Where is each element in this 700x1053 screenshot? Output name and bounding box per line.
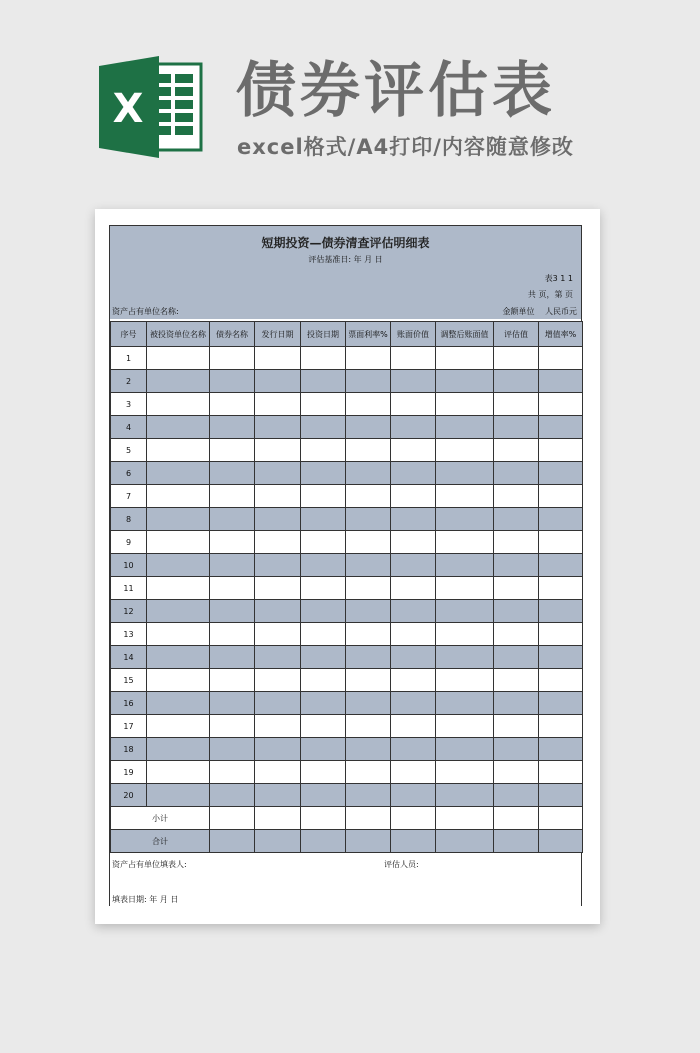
currency-value: 人民币元 [545,307,577,316]
table-cell[interactable] [301,715,346,738]
table-cell[interactable] [255,669,301,692]
table-cell[interactable] [436,692,494,715]
table-cell[interactable] [255,646,301,669]
row-number: 8 [111,508,147,531]
table-cell[interactable] [436,715,494,738]
banner [0,0,700,200]
table-cell[interactable] [436,485,494,508]
table-cell[interactable] [436,370,494,393]
table-cell[interactable] [147,646,210,669]
table-cell[interactable] [210,347,255,370]
table-cell[interactable] [539,784,583,807]
table-cell[interactable] [301,439,346,462]
table-cell[interactable] [255,416,301,439]
table-cell[interactable] [436,508,494,531]
table-cell[interactable] [391,669,436,692]
table-cell[interactable] [346,485,391,508]
table-row [111,531,583,554]
table-cell[interactable] [494,692,539,715]
table-cell[interactable] [346,738,391,761]
table-cell[interactable] [494,761,539,784]
table-cell[interactable] [346,669,391,692]
table-cell[interactable] [391,439,436,462]
table-cell[interactable] [255,577,301,600]
table-cell[interactable] [255,692,301,715]
table-cell[interactable] [147,554,210,577]
table-cell[interactable] [494,784,539,807]
table-cell[interactable] [494,393,539,416]
table-cell[interactable] [494,830,539,853]
table-cell[interactable] [147,347,210,370]
table-cell[interactable] [539,531,583,554]
table-row [111,623,583,646]
table-cell[interactable] [346,600,391,623]
header-row [111,322,583,347]
table-cell[interactable] [301,669,346,692]
table-cell[interactable] [301,485,346,508]
table-cell[interactable] [301,554,346,577]
table-cell[interactable] [346,830,391,853]
table-cell[interactable] [494,485,539,508]
table-cell[interactable] [147,439,210,462]
table-cell[interactable] [391,508,436,531]
table-cell[interactable] [147,462,210,485]
table-cell[interactable] [391,577,436,600]
table-cell[interactable] [494,531,539,554]
table-cell[interactable] [255,439,301,462]
total-row-label: 合计 [111,830,210,853]
table-cell[interactable] [147,623,210,646]
column-header: 增值率% [539,322,583,347]
table-cell[interactable] [147,531,210,554]
table-cell[interactable] [147,715,210,738]
table-cell[interactable] [147,600,210,623]
unit-name-label: 资产占有单位名称: [112,307,179,316]
table-cell[interactable] [391,370,436,393]
table-cell[interactable] [210,623,255,646]
table-cell[interactable] [255,393,301,416]
table-cell[interactable] [391,531,436,554]
table-cell[interactable] [147,485,210,508]
row-number: 2 [111,370,147,393]
table-cell[interactable] [301,347,346,370]
table-cell[interactable] [346,761,391,784]
table-cell[interactable] [391,715,436,738]
currency-unit [494,306,577,317]
table-cell[interactable] [391,807,436,830]
table-cell[interactable] [301,646,346,669]
table-cell[interactable] [539,807,583,830]
table-row [111,393,583,416]
table-cell[interactable] [210,370,255,393]
row-number: 1 [111,347,147,370]
column-header: 调整后账面值 [436,322,494,347]
table-cell[interactable] [539,577,583,600]
table-cell[interactable] [436,416,494,439]
table-cell[interactable] [255,830,301,853]
sheet-header [110,226,581,319]
table-cell[interactable] [255,485,301,508]
table-cell[interactable] [210,508,255,531]
table-cell[interactable] [539,370,583,393]
table-cell[interactable] [147,393,210,416]
table-cell[interactable] [346,531,391,554]
table-cell[interactable] [539,416,583,439]
table-cell[interactable] [210,462,255,485]
table-row [111,508,583,531]
column-header: 发行日期 [255,322,301,347]
table-cell[interactable] [346,416,391,439]
table-cell[interactable] [301,416,346,439]
table-cell[interactable] [255,623,301,646]
table-cell[interactable] [301,784,346,807]
table-cell[interactable] [147,416,210,439]
table-cell[interactable] [346,623,391,646]
table-cell[interactable] [255,347,301,370]
table-cell[interactable] [210,807,255,830]
table-row [111,439,583,462]
row-number: 9 [111,531,147,554]
table-cell[interactable] [391,347,436,370]
table-cell[interactable] [436,761,494,784]
row-number: 13 [111,623,147,646]
row-number: 18 [111,738,147,761]
row-number: 14 [111,646,147,669]
table-cell[interactable] [539,462,583,485]
table-row [111,600,583,623]
table-cell[interactable] [539,393,583,416]
table-cell[interactable] [494,554,539,577]
table-cell[interactable] [391,761,436,784]
table-cell[interactable] [539,623,583,646]
table-cell[interactable] [346,508,391,531]
table-cell[interactable] [255,761,301,784]
table-cell[interactable] [147,761,210,784]
table-cell[interactable] [147,692,210,715]
table-cell[interactable] [391,646,436,669]
bond-table [110,321,583,853]
table-cell[interactable] [301,577,346,600]
table-cell[interactable] [147,577,210,600]
table-row [111,462,583,485]
table-cell[interactable] [346,347,391,370]
table-cell[interactable] [346,554,391,577]
table-row [111,761,583,784]
table-row [111,416,583,439]
excel-icon [99,56,207,158]
column-header: 账面价值 [391,322,436,347]
excel-letter: X [112,86,144,132]
row-number: 16 [111,692,147,715]
table-cell[interactable] [494,600,539,623]
table-cell[interactable] [391,416,436,439]
table-cell[interactable] [539,738,583,761]
table-cell[interactable] [494,646,539,669]
row-number: 6 [111,462,147,485]
page-title: 债券评估表 [236,56,556,126]
table-row [111,554,583,577]
table-cell[interactable] [391,600,436,623]
table-cell[interactable] [539,646,583,669]
table-cell[interactable] [147,508,210,531]
table-cell[interactable] [255,554,301,577]
row-number: 7 [111,485,147,508]
table-cell[interactable] [301,692,346,715]
table-cell[interactable] [539,830,583,853]
table-row [111,646,583,669]
table-cell[interactable] [539,439,583,462]
table-cell[interactable] [494,669,539,692]
subtotal-row [111,807,583,830]
table-cell[interactable] [346,393,391,416]
table-cell[interactable] [436,784,494,807]
table-cell[interactable] [539,554,583,577]
table-cell[interactable] [301,531,346,554]
sheet-title: 短期投资—债券清查评估明细表 [261,236,430,250]
table-cell[interactable] [301,623,346,646]
subtotal-row-label: 小计 [111,807,210,830]
table-cell[interactable] [210,600,255,623]
table-cell[interactable] [210,439,255,462]
table-row [111,485,583,508]
page-subtitle: excel格式/A4打印/内容随意修改 [237,135,574,159]
table-cell[interactable] [436,462,494,485]
row-number: 4 [111,416,147,439]
table-row [111,577,583,600]
table-cell[interactable] [147,784,210,807]
table-cell[interactable] [210,485,255,508]
row-number: 3 [111,393,147,416]
table-cell[interactable] [494,462,539,485]
table-cell[interactable] [494,577,539,600]
column-header: 债券名称 [210,322,255,347]
table-cell[interactable] [391,485,436,508]
table-cell[interactable] [255,600,301,623]
table-cell[interactable] [539,715,583,738]
table-cell[interactable] [255,462,301,485]
table-number: 表3 1 1 [544,274,573,283]
column-header: 票面利率% [346,322,391,347]
table-cell[interactable] [210,830,255,853]
column-header: 评估值 [494,322,539,347]
table-cell[interactable] [494,347,539,370]
table-row [111,784,583,807]
table-cell[interactable] [147,738,210,761]
table-cell[interactable] [210,416,255,439]
table-cell[interactable] [210,784,255,807]
table-cell[interactable] [210,531,255,554]
table-cell[interactable] [255,370,301,393]
table-cell[interactable] [391,462,436,485]
row-number: 5 [111,439,147,462]
table-cell[interactable] [255,784,301,807]
table-cell[interactable] [539,669,583,692]
table-cell[interactable] [539,485,583,508]
table-cell[interactable] [436,646,494,669]
currency-label: 金额单位 [502,307,535,316]
table-cell[interactable] [301,462,346,485]
table-cell[interactable] [301,738,346,761]
table-cell[interactable] [346,784,391,807]
table-cell[interactable] [255,738,301,761]
total-row [111,830,583,853]
spreadsheet [109,225,582,906]
table-cell[interactable] [301,600,346,623]
column-header: 被投资单位名称 [147,322,210,347]
row-number: 20 [111,784,147,807]
table-cell[interactable] [436,577,494,600]
table-cell[interactable] [436,830,494,853]
table-cell[interactable] [391,738,436,761]
table-row [111,692,583,715]
table-cell[interactable] [301,761,346,784]
table-cell[interactable] [391,554,436,577]
table-cell[interactable] [346,370,391,393]
row-number: 11 [111,577,147,600]
table-cell[interactable] [255,508,301,531]
table-cell[interactable] [346,715,391,738]
table-cell[interactable] [494,715,539,738]
table-cell[interactable] [539,347,583,370]
table-cell[interactable] [539,761,583,784]
table-cell[interactable] [210,393,255,416]
table-cell[interactable] [391,393,436,416]
table-cell[interactable] [494,738,539,761]
table-cell[interactable] [301,393,346,416]
preparer-label: 资产占有单位填表人: [112,860,187,869]
table-cell[interactable] [346,439,391,462]
table-cell[interactable] [539,508,583,531]
table-cell[interactable] [346,692,391,715]
table-cell[interactable] [539,692,583,715]
table-cell[interactable] [210,692,255,715]
page-number: 共 页，第 页 [527,290,573,299]
table-cell[interactable] [494,807,539,830]
table-row [111,669,583,692]
table-cell[interactable] [210,669,255,692]
table-cell[interactable] [210,554,255,577]
table-cell[interactable] [436,393,494,416]
column-header: 序号 [111,322,147,347]
fill-date-label: 填表日期: 年 月 日 [112,895,179,904]
table-cell[interactable] [436,600,494,623]
table-cell[interactable] [301,370,346,393]
table-cell[interactable] [436,807,494,830]
table-row [111,347,583,370]
table-cell[interactable] [301,830,346,853]
table-cell[interactable] [391,830,436,853]
row-number: 10 [111,554,147,577]
row-number: 19 [111,761,147,784]
table-cell[interactable] [346,807,391,830]
table-row [111,715,583,738]
eval-date: 评估基准日: 年 月 日 [308,255,383,264]
table-cell[interactable] [255,531,301,554]
table-cell[interactable] [147,370,210,393]
table-cell[interactable] [346,462,391,485]
table-cell[interactable] [391,623,436,646]
table-cell[interactable] [210,738,255,761]
table-row [111,738,583,761]
table-cell[interactable] [494,439,539,462]
table-cell[interactable] [436,554,494,577]
table-cell[interactable] [346,646,391,669]
table-cell[interactable] [210,715,255,738]
table-cell[interactable] [301,508,346,531]
table-cell[interactable] [436,669,494,692]
table-cell[interactable] [436,738,494,761]
table-cell[interactable] [301,807,346,830]
table-cell[interactable] [539,600,583,623]
table-cell[interactable] [494,416,539,439]
column-header: 投资日期 [301,322,346,347]
table-cell[interactable] [436,439,494,462]
table-cell[interactable] [147,669,210,692]
sheet-footer [110,856,581,906]
row-number: 17 [111,715,147,738]
table-cell[interactable] [494,623,539,646]
table-cell[interactable] [346,577,391,600]
table-cell[interactable] [210,577,255,600]
table-cell[interactable] [391,784,436,807]
table-cell[interactable] [255,715,301,738]
table-cell[interactable] [210,761,255,784]
table-cell[interactable] [494,508,539,531]
table-cell[interactable] [436,531,494,554]
table-cell[interactable] [494,370,539,393]
table-cell[interactable] [391,692,436,715]
row-number: 15 [111,669,147,692]
table-cell[interactable] [255,807,301,830]
table-row [111,370,583,393]
table-cell[interactable] [436,623,494,646]
evaluator-label: 评估人员: [384,860,419,869]
row-number: 12 [111,600,147,623]
table-cell[interactable] [210,646,255,669]
table-cell[interactable] [436,347,494,370]
